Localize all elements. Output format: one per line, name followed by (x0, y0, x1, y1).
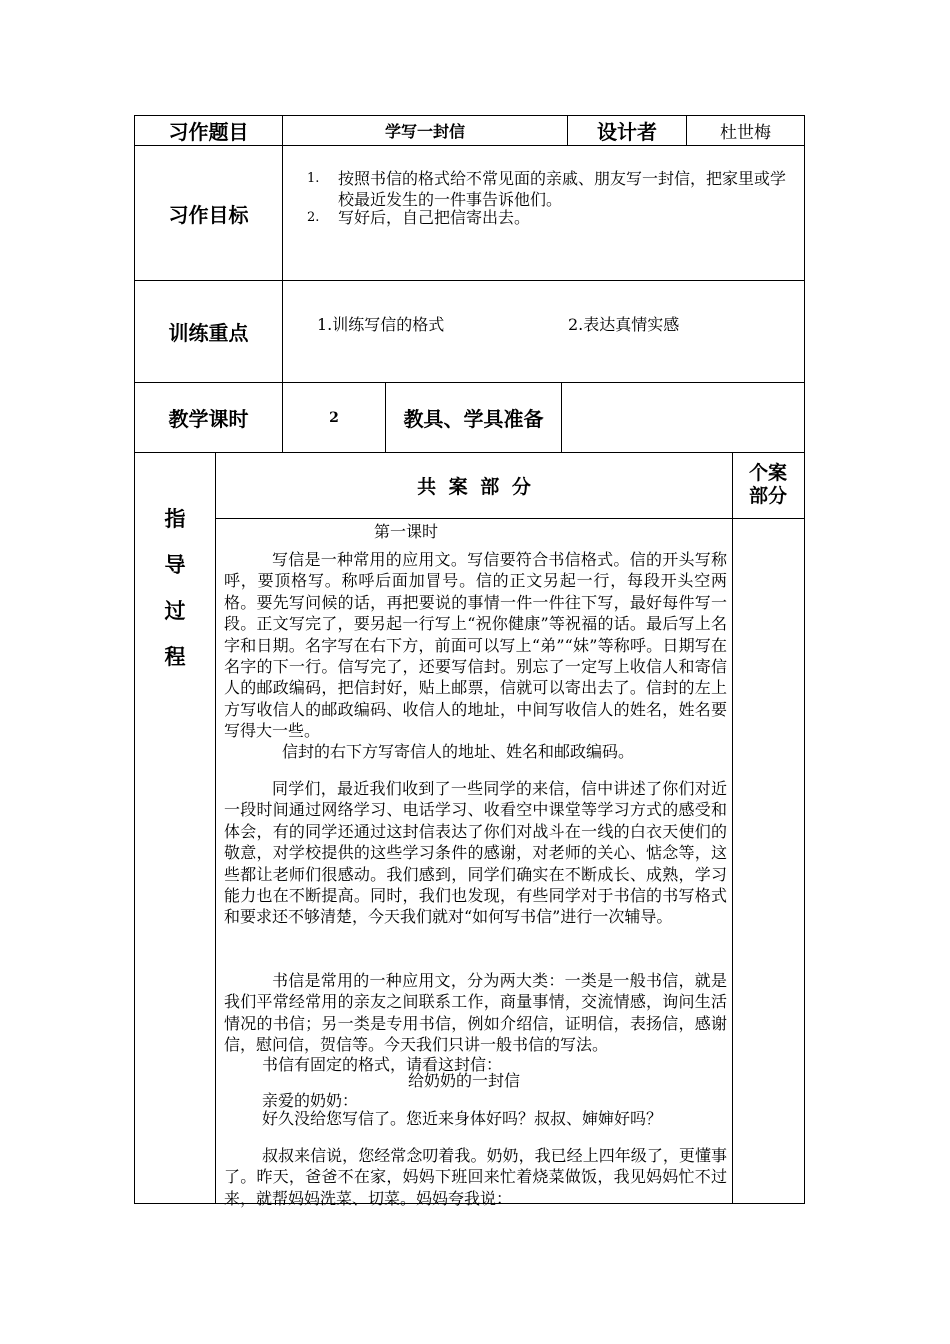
tools-label: 教具、学具准备 (403, 407, 544, 431)
goal-num: 1. (307, 171, 320, 186)
paragraph-2: 信封的右下方写寄信人的地址、姓名和邮政编码。 (282, 742, 635, 761)
lesson-title: 第一课时 (374, 522, 439, 541)
designer-value: 杜世梅 (720, 123, 771, 143)
focus-item-2: 2.表达真情实感 (568, 315, 680, 334)
letter-para-1: 好久没给您写信了。您近来身体好吗？叔叔、婶婶好吗？ (262, 1109, 663, 1128)
border-col-guide (215, 452, 216, 1204)
paragraph-4: 书信是常用的一种应用文，分为两大类：一类是一般书信，就是我们平常经常用的亲友之间联系工作，商量事情，交流情感，询问生活情况的书信；另一类是专用书信，例如介绍信，证明信，表扬信，感谢信，慰问信，贺信等。今天我们只讲一般书信的写法。 (224, 971, 727, 1055)
goal-item-2 (307, 207, 799, 228)
tools-value (562, 383, 804, 452)
hours-label: 教学课时 (168, 407, 249, 431)
designer-label: 设计者 (597, 120, 657, 144)
guide-char: 过 (164, 599, 186, 623)
paragraph-3: 同学们，最近我们收到了一些同学的来信，信中讲述了你们对近一段时间通过网络学习、电话学习、收看空中课堂等学习方式的感受和体会，有的同学还通过这封信表达了你们对战斗在一线的白衣天使们的敬意，对学校提供的这些学习条件的感谢，对老师的关心、惦念等，这些都让老师们很感动。我们感到，同学们确实在不断成长、成熟，学习能力也在不断提高。同时，我们也发现，有些同学对于书信的书写格式和要求还不够清楚，今天我们就对“如何写书信”进行一次辅导。 (224, 779, 727, 927)
focus-item-1: 1.训练写信的格式 (317, 315, 445, 334)
border-subheader (215, 518, 805, 519)
letter-title: 给奶奶的一封信 (408, 1071, 521, 1090)
goal-text: 按照书信的格式给不常见面的亲戚、朋友写一封信，把家里或学校最近发生的一件事告诉他们。 (338, 169, 787, 209)
letter-para-2: 叔叔来信说，您经常念叨着我。奶奶，我已经上四年级了，更懂事了。昨天，爸爸不在家，妈妈下班回来忙着烧菜做饭，我见妈妈忙不过来，就帮妈妈洗菜、切菜。妈妈夸我说： (224, 1146, 727, 1208)
guide-char: 指 (164, 507, 186, 531)
focus-label: 训练重点 (168, 321, 249, 345)
paragraph-5: 书信有固定的格式，请看这封信： (262, 1055, 503, 1074)
letter-salutation: 亲爱的奶奶： (262, 1091, 359, 1110)
goal-list (283, 146, 804, 280)
goal-label: 习作目标 (168, 202, 249, 227)
hours-value: 2 (329, 409, 339, 426)
topic-label: 习作题目 (168, 120, 249, 144)
guide-char: 程 (164, 645, 186, 669)
paragraph-1: 写信是一种常用的应用文。写信要符合书信格式。信的开头写称呼，要顶格写。称呼后面加冒号。信的正文另起一行，每段开头空两格。要先写问候的话，再把要说的事情一件一件往下写，最好每件写一段。正文写完了，要另起一行写上“祝你健康”等祝福的话。最后写上名字和日期。名字写在右下方，前面可以写上“弟”“妹”等称呼。日期写在名字的下一行。信写完了，还要写信封。别忘了一定写上收信人和寄信人的邮政编码，把信封好，贴上邮票，信就可以寄出去了。信封的左上方写收信人的邮政编码、收信人的地址，中间写收信人的姓名，姓名要写得大一些。 (224, 550, 727, 741)
goal-num: 2. (307, 210, 320, 225)
goal-item-1 (307, 168, 799, 210)
border-right (804, 115, 805, 1204)
shared-header: 共 案 部 分 (417, 476, 531, 498)
personal-header: 个案部分 (748, 462, 787, 507)
goal-text: 写好后，自己把信寄出去。 (338, 208, 531, 227)
topic-value: 学写一封信 (384, 122, 465, 141)
border-col-personal (732, 452, 733, 1204)
guide-char: 导 (164, 553, 186, 577)
guide-label (135, 503, 215, 687)
